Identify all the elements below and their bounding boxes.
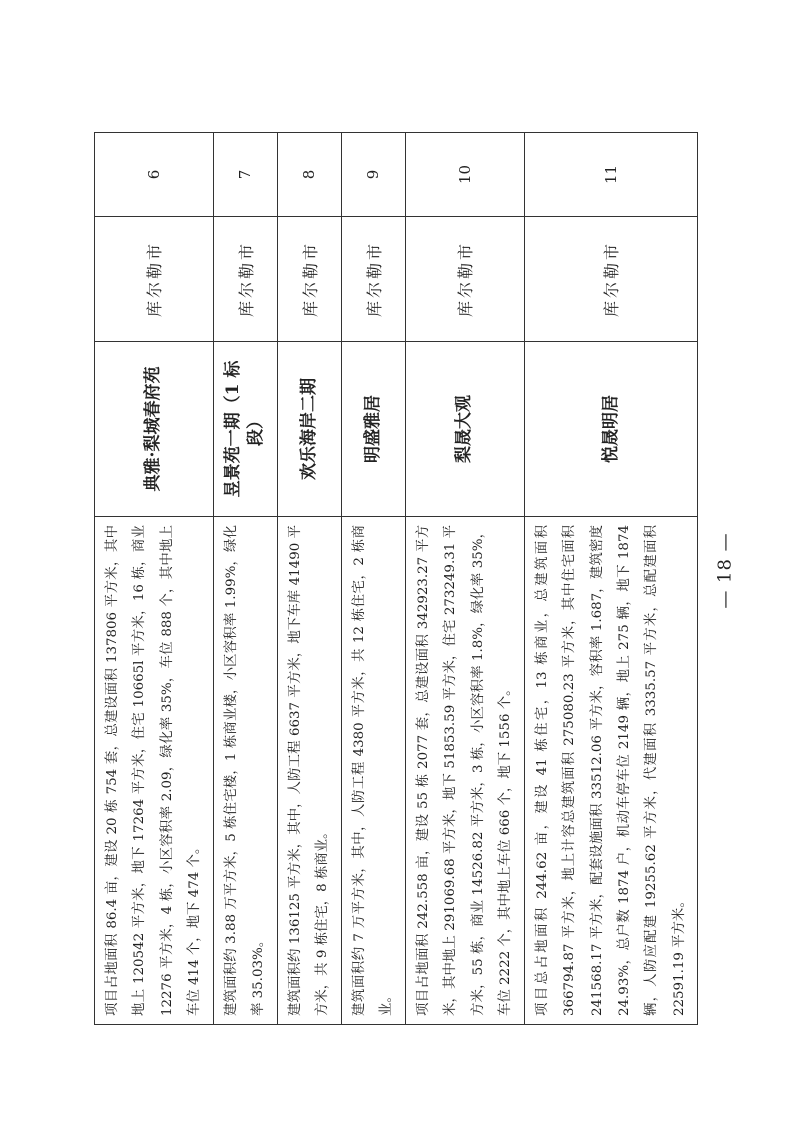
project-city: 库尔勒市 — [405, 217, 524, 342]
project-city: 库尔勒市 — [213, 217, 277, 342]
table-row — [524, 133, 698, 1025]
project-description: 项目总占地面积 244.62 亩，建设 41 栋住宅，13 栋商业，总建筑面积 366794.87 平方米，地上计容总建筑面积 275080.23 平方米，其中住宅面积 241568.17 平方米，配套设施面积 33512.06 平方米，容积率 1.687，建筑密度 24.93%，总户数 1874 户，机动车停车位 2149 辆，地上 275 辆，地下 1874 辆，人防应配建 19255.62 平方米，代建面积 3335.57 平方米，总配建面积 22591.19 平方米。 — [524, 517, 698, 1025]
project-name: 明盛雅居 — [341, 342, 405, 517]
project-name: 欢乐海岸二期 — [277, 342, 341, 517]
row-number: 10 — [405, 133, 524, 217]
row-number: 8 — [277, 133, 341, 217]
project-name: 典雅·梨城春府苑 — [95, 342, 214, 517]
project-name: 昱景苑一期（1 标段） — [213, 342, 277, 517]
row-number: 9 — [341, 133, 405, 217]
row-number: 7 — [213, 133, 277, 217]
project-table — [94, 132, 698, 1025]
project-city: 库尔勒市 — [95, 217, 214, 342]
table-row — [213, 133, 277, 1025]
project-description: 建筑面积约 3.88 万平方米，5 栋住宅楼，1 栋商业楼，小区容积率 1.99%，绿化率 35.03%。 — [213, 517, 277, 1025]
table-row — [405, 133, 524, 1025]
table-row — [341, 133, 405, 1025]
rotated-table-wrapper — [94, 133, 687, 1025]
page-number — [705, 530, 745, 610]
project-description: 建筑面积约 7 万平方米，其中，人防工程 4380 平方米，共 12 栋住宅，2 栋商业。 — [341, 517, 405, 1025]
project-description: 项目占地面积 86.4 亩，建设 20 栋 754 套，总建设面积 137806 平方米，其中地上 120542 平方米，地下 17264 平方米，住宅 10665l 平方米，16 栋，商业 12276 平方米，4 栋，小区容积率 2.09，绿化率 35%，车位 888 个，其中地上车位 414 个，地下 474 个。 — [95, 517, 214, 1025]
project-name: 梨晟大观 — [405, 342, 524, 517]
project-name: 悦晟明居 — [524, 342, 698, 517]
project-description: 项目占地面积 242.558 亩，建设 55 栋 2077 套，总建设面积 342923.27 平方米，其中地上 291069.68 平方米，地下 51853.59 平方米，住宅 273249.31 平方米，55 栋，商业 14526.82 平方米，3 栋，小区容积率 1.8%，绿化率 35%，车位 2222 个，其中地上车位 666 个，地下 1556 个。 — [405, 517, 524, 1025]
project-city: 库尔勒市 — [524, 217, 698, 342]
row-number: 6 — [95, 133, 214, 217]
table-row — [277, 133, 341, 1025]
table-row — [95, 133, 214, 1025]
row-number: 11 — [524, 133, 698, 217]
project-city: 库尔勒市 — [277, 217, 341, 342]
project-description: 建筑面积约 136125 平方米，其中，人防工程 6637 平方米，地下车库 41490 平方米，共 9 栋住宅，8 栋商业。 — [277, 517, 341, 1025]
page-number-text: — 18 — — [714, 531, 736, 609]
project-city: 库尔勒市 — [341, 217, 405, 342]
